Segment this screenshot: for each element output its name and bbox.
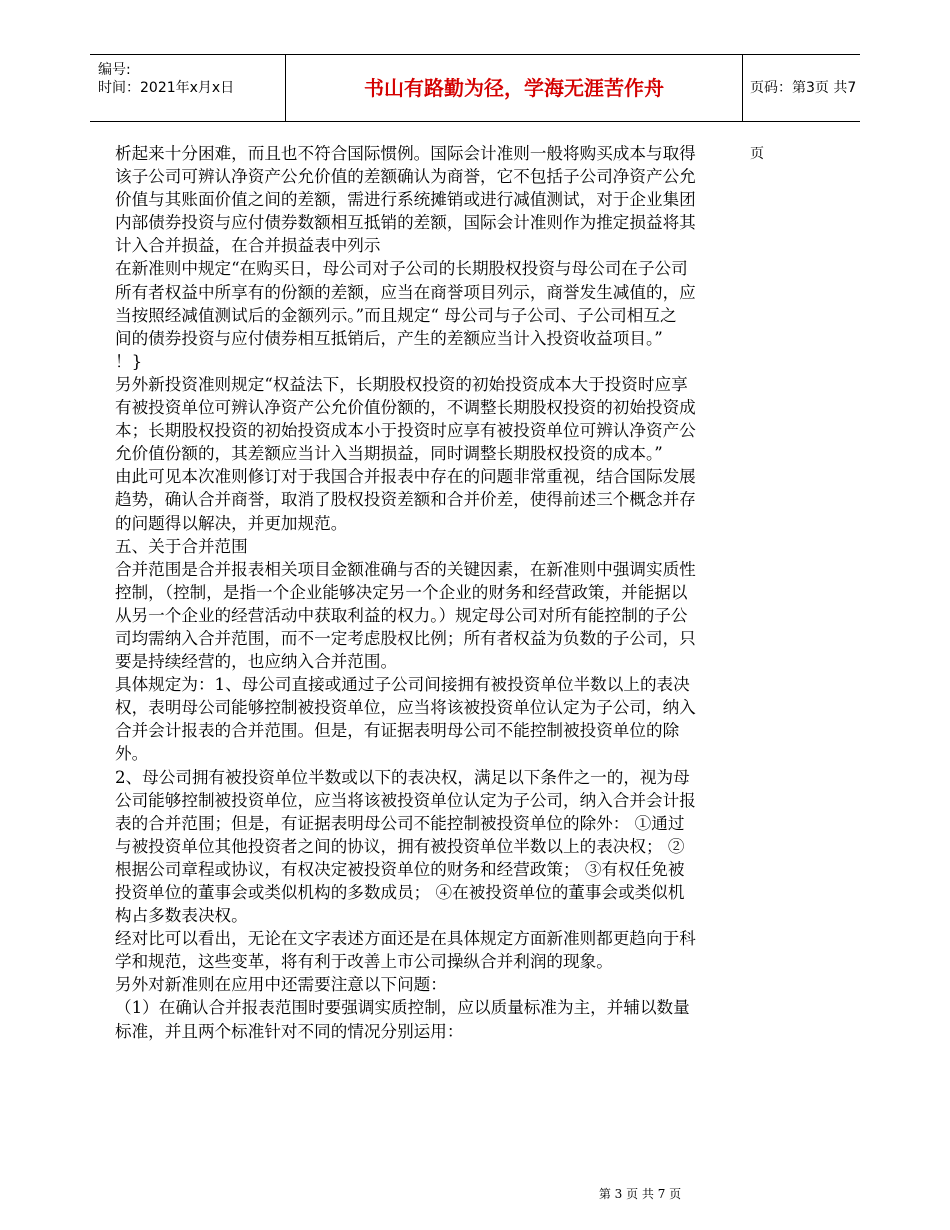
header-motto: 书山有路勤为径，学海无涯苦作舟 bbox=[285, 55, 743, 121]
text-line: 权，表明母公司能够控制被投资单位，应当将该被投资单位认定为子公司，纳入 bbox=[115, 698, 696, 718]
text-line: 合并范围是合并报表相关项目金额准确与否的关键因素，在新准则中强调实质性 bbox=[115, 559, 696, 579]
text-line: 公司能够控制被投资单位，应当将该被投资单位认定为子公司，纳入合并会计报 bbox=[115, 790, 696, 810]
text-line: 所有者权益中所享有的份额的差额，应当在商誉项目列示，商誉发生减值的，应 bbox=[115, 282, 696, 302]
text-line: 五、关于合并范围 bbox=[115, 536, 248, 556]
text-line: 司均需纳入合并范围，而不一定考虑股权比例；所有者权益为负数的子公司，只 bbox=[115, 628, 696, 648]
text-line: 本；长期股权投资的初始投资成本小于投资时应享有被投资单位可辨认净资产公 bbox=[115, 421, 696, 441]
text-line: 表的合并范围；但是，有证据表明母公司不能控制被投资单位的除外： ①通过 bbox=[115, 813, 685, 833]
text-line: 该子公司可辨认净资产公允价值的差额确认为商誉，它不包括子公司净资产公允 bbox=[115, 167, 696, 187]
text-line: 内部债券投资与应付债券数额相互抵销的差额，国际会计准则作为推定损益将其 bbox=[115, 213, 696, 233]
header-meta bbox=[90, 55, 285, 121]
text-line: 外。 bbox=[115, 744, 149, 764]
text-line: 经对比可以看出，无论在文字表述方面还是在具体规定方面新准则都更趋向于科 bbox=[115, 929, 696, 949]
text-line: 另外新投资准则规定“权益法下，长期股权投资的初始投资成本大于投资时应享 bbox=[115, 374, 688, 394]
text-line: 价值与其账面价值之间的差额，需进行系统摊销或进行减值测试，对于企业集团 bbox=[115, 190, 696, 210]
document-body bbox=[115, 142, 775, 1043]
text-line: 投资单位的董事会或类似机构的多数成员； ④在被投资单位的董事会或类似机 bbox=[115, 883, 685, 902]
text-line: 析起来十分困难，而且也不符合国际惯例。国际会计准则一般将购买成本与取得 bbox=[115, 144, 696, 163]
text-line: （1）在确认合并报表范围时要强调实质控制，应以质量标准为主，并辅以数量 bbox=[115, 998, 690, 1018]
text-line: 2、母公司拥有被投资单位半数或以下的表决权，满足以下条件之一的，视为母 bbox=[115, 767, 690, 787]
text-line: 的问题得以解决，并更加规范。 bbox=[115, 513, 348, 533]
text-line: 标准，并且两个标准针对不同的情况分别运用： bbox=[115, 1021, 464, 1041]
text-line: 允价值份额的，其差额应当计入当期损益，同时调整长期股权投资的成本。” bbox=[115, 444, 663, 464]
text-line: 另外对新准则在应用中还需要注意以下问题： bbox=[115, 975, 447, 995]
text-line: 与被投资单位其他投资者之间的协议，拥有被投资单位半数以上的表决权； ② bbox=[115, 836, 685, 856]
page-footer: 第 3 页 共 7 页 bbox=[598, 1187, 682, 1201]
text-line: 要是持续经营的，也应纳入合并范围。 bbox=[115, 652, 398, 672]
text-line: ！} bbox=[115, 351, 143, 371]
text-line: 学和规范，这些变革，将有利于改善上市公司操纵合并利润的现象。 bbox=[115, 952, 613, 972]
text-line: 趋势，确认合并商誉，取消了股权投资差额和合并价差，使得前述三个概念并存 bbox=[115, 490, 696, 510]
text-line: 由此可见本次准则修订对于我国合并报表中存在的问题非常重视，结合国际发展 bbox=[115, 467, 696, 487]
text-line: 计入合并损益，在合并损益表中列示 bbox=[115, 236, 381, 256]
text-line: 间的债券投资与应付债券相互抵销后，产生的差额应当计入投资收益项目。” bbox=[115, 328, 663, 348]
header-page-info: 页码：第3页 共7页 bbox=[750, 80, 857, 162]
number-label: 编号: bbox=[98, 62, 131, 78]
time-label: 时间：2021年x月x日 bbox=[98, 80, 235, 96]
text-line: 在新准则中规定“在购买日，母公司对子公司的长期股权投资与母公司在子公司 bbox=[115, 259, 688, 279]
text-line: 合并会计报表的合并范围。但是，有证据表明母公司不能控制被投资单位的除 bbox=[115, 721, 680, 741]
text-line: 从另一个企业的经营活动中获取利益的权力。）规定母公司对所有能控制的子公 bbox=[115, 605, 688, 625]
text-line: 有被投资单位可辨认净资产公允价值份额的，不调整长期股权投资的初始投资成 bbox=[115, 398, 696, 418]
text-line: 控制，（控制，是指一个企业能够决定另一个企业的财务和经营政策，并能据以 bbox=[115, 582, 688, 602]
text-line: 具体规定为：1、母公司直接或通过子公司间接拥有被投资单位半数以上的表决 bbox=[115, 675, 690, 695]
text-line: 根据公司章程或协议，有权决定被投资单位的财务和经营政策； ③有权任免被 bbox=[115, 859, 685, 879]
text-line: 当按照经减值测试后的金额列示。”而且规定“ 母公司与子公司、子公司相互之 bbox=[115, 305, 677, 325]
text-line: 构占多数表决权。 bbox=[115, 906, 248, 926]
